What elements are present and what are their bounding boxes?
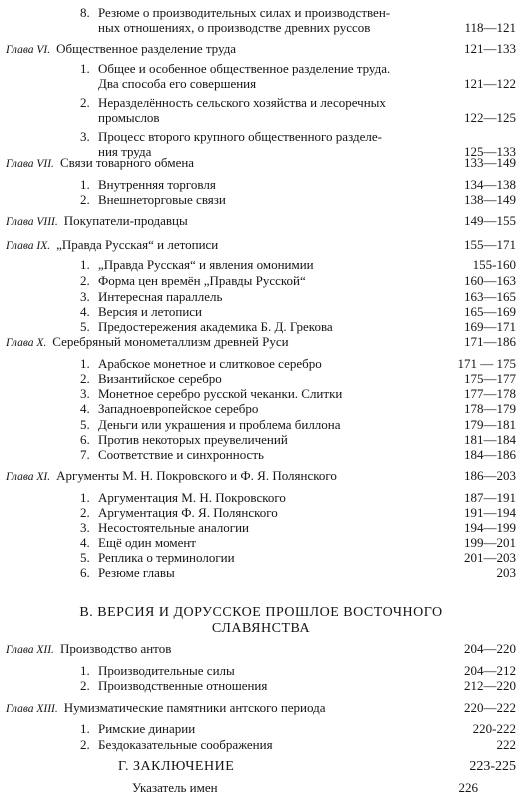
page-range: 121—133 (464, 41, 516, 56)
page-range: 133—149 (464, 155, 516, 170)
item-title: промыслов (98, 110, 160, 125)
chapter-title: Связи товарного обмена (59, 155, 195, 170)
page-range: 203 (496, 565, 516, 580)
item-title: Внутренняя торговля (98, 177, 216, 192)
item-title: Против некоторых преувеличений (98, 432, 288, 447)
page-range: 226 (458, 780, 478, 795)
item-title: Процесс второго крупного общественного разделе- (98, 129, 382, 144)
item-number: 1. (80, 490, 90, 505)
item-title: Версия и летописи (98, 304, 203, 319)
page-range: 201—203 (464, 550, 516, 565)
item-number: 8. (80, 5, 90, 20)
item-title: Резюме главы (98, 565, 175, 580)
item-title: Монетное серебро русской чеканки. Слитки (98, 386, 343, 401)
item-number: 1. (80, 663, 90, 678)
page-range: 175—177 (464, 371, 516, 386)
page-range: 194—199 (464, 520, 516, 535)
item-number: 1. (80, 257, 90, 272)
page-range: 138—149 (464, 192, 516, 207)
item-number: 4. (80, 401, 90, 416)
chapter-number: Глава XI. (6, 471, 51, 483)
entry-title: Указатель имен (132, 780, 218, 795)
page-range: 186—203 (464, 468, 516, 483)
page-range: 171—186 (464, 334, 516, 349)
page-range: 191—194 (464, 505, 516, 520)
chapter-title: Нумизматические памятники антского периода (63, 700, 326, 715)
item-number: 1. (80, 177, 90, 192)
item-title: Римские динарии (98, 721, 196, 736)
page-range: 134—138 (464, 177, 516, 192)
item-number: 4. (80, 304, 90, 319)
item-number: 2. (80, 95, 90, 110)
item-number: 2. (80, 273, 90, 288)
item-number: 6. (80, 565, 90, 580)
item-title: Западноевропейское серебро (98, 401, 259, 416)
item-title: Аргументация Ф. Я. Полянского (98, 505, 278, 520)
chapter-title: Общественное разделение труда (56, 41, 237, 56)
item-number: 2. (80, 371, 90, 386)
item-title: Производительные силы (98, 663, 235, 678)
item-title: Аргументация М. Н. Покровского (98, 490, 286, 505)
item-title: ния труда (98, 144, 152, 159)
page-range: 155—171 (464, 237, 516, 252)
page-range: 122—125 (464, 110, 516, 125)
chapter-number: Глава VII. (6, 158, 54, 170)
page-range: 220—222 (464, 700, 516, 715)
item-title: Внешнеторговые связи (98, 192, 226, 207)
chapter-number: Глава VI. (6, 44, 51, 56)
item-title: Неразделённость сельского хозяйства и лесоречных (98, 95, 386, 110)
section-heading: В. ВЕРСИЯ И ДОРУССКОЕ ПРОШЛОЕ ВОСТОЧНОГО (79, 605, 443, 620)
item-title: Резюме о производительных силах и производствен- (98, 5, 391, 20)
item-title: Два способа его совершения (98, 76, 257, 91)
item-number: 3. (80, 386, 90, 401)
item-number: 3. (80, 520, 90, 535)
item-number: 5. (80, 417, 90, 432)
page-range: 169—171 (464, 319, 516, 334)
page-range: 149—155 (464, 213, 516, 228)
page-range: 125—133 (464, 144, 516, 159)
page-range: 204—212 (464, 663, 516, 678)
page-range: 177—178 (464, 386, 516, 401)
page-range: 171 — 175 (457, 356, 516, 371)
item-number: 2. (80, 737, 90, 752)
item-title: Бездоказательные соображения (98, 737, 273, 752)
page-range: 184—186 (464, 447, 516, 462)
item-number: 3. (80, 289, 90, 304)
page-range: 155-160 (472, 257, 516, 272)
item-number: 1. (80, 61, 90, 76)
section-title: Г. ЗАКЛЮЧЕНИЕ (118, 759, 235, 774)
item-number: 2. (80, 678, 90, 693)
chapter-title: „Правда Русская“ и летописи (56, 237, 219, 252)
page-range: 179—181 (464, 417, 516, 432)
item-number: 7. (80, 447, 90, 462)
page-range: 118—121 (464, 20, 516, 35)
chapter-title: Производство антов (59, 641, 172, 656)
item-title: Предостережения академика Б. Д. Грекова (98, 319, 333, 334)
chapter-number: Глава XII. (6, 644, 54, 656)
page-range: 163—165 (464, 289, 516, 304)
item-title: ных отношениях, о производстве древних руссов (98, 20, 371, 35)
page-range: 222 (496, 737, 516, 752)
chapter-number: Глава XIII. (6, 703, 58, 715)
item-title: Интересная параллель (98, 289, 223, 304)
item-title: „Правда Русская“ и явления омонимии (98, 257, 314, 272)
item-number: 2. (80, 192, 90, 207)
page-range: 165—169 (464, 304, 516, 319)
page-range: 187—191 (464, 490, 516, 505)
item-number: 5. (80, 319, 90, 334)
item-title: Соответствие и синхронность (98, 447, 264, 462)
page-range: 204—220 (464, 641, 516, 656)
page-range: 181—184 (464, 432, 516, 447)
item-number: 3. (80, 129, 90, 144)
item-number: 1. (80, 356, 90, 371)
item-number: 1. (80, 721, 90, 736)
chapter-title: Аргументы М. Н. Покровского и Ф. Я. Полянского (56, 468, 337, 483)
chapter-title: Покупатели-продавцы (63, 213, 188, 228)
page-range: 160—163 (464, 273, 516, 288)
item-title: Деньги или украшения и проблема биллона (98, 417, 341, 432)
item-title: Ещё один момент (98, 535, 196, 550)
page-range: 199—201 (464, 535, 516, 550)
chapter-title: Серебряный монометаллизм древней Руси (52, 334, 289, 349)
chapter-number: Глава IX. (6, 240, 51, 252)
page-range: 178—179 (464, 401, 516, 416)
item-title: Реплика о терминологии (98, 550, 235, 565)
item-title: Арабское монетное и слитковое серебро (98, 356, 322, 371)
item-title: Форма цен времён „Правды Русской“ (98, 273, 306, 288)
section-heading: СЛАВЯНСТВА (211, 621, 311, 636)
chapter-number: Глава X. (6, 337, 47, 349)
item-number: 2. (80, 505, 90, 520)
page-range: 220-222 (472, 721, 516, 736)
page-range: 212—220 (464, 678, 516, 693)
item-title: Византийское серебро (98, 371, 222, 386)
item-number: 6. (80, 432, 90, 447)
item-title: Несостоятельные аналогии (98, 520, 250, 535)
page-range: 223-225 (469, 759, 516, 774)
item-number: 5. (80, 550, 90, 565)
item-number: 4. (80, 535, 90, 550)
page-range: 121—122 (464, 76, 516, 91)
chapter-number: Глава VIII. (6, 216, 58, 228)
item-title: Производственные отношения (98, 678, 268, 693)
item-title: Общее и особенное общественное разделение труда. (98, 61, 391, 76)
